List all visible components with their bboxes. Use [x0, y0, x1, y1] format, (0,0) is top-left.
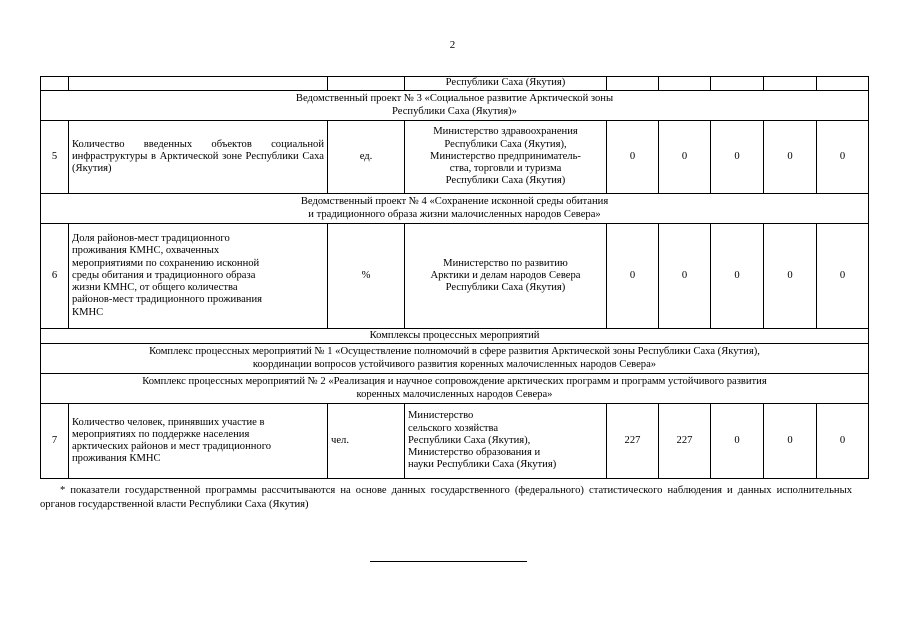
value-cell: 227 — [659, 404, 711, 479]
agency-cell: Министерство здравоохранения Республики Саха (Якутия), Министерство предприниматель- ства, торговли и туризма Республики Саха (Якутия) — [405, 121, 607, 194]
table-row — [41, 404, 869, 479]
section-title: Ведомственный проект № 3 «Социальное развитие Арктической зоны — [295, 93, 614, 105]
value-cell: 0 — [711, 224, 764, 329]
section-title: Комплекс процессных мероприятий № 1 «Осуществление полномочий в сфере развития Арктической зоны Республики Саха (Якутия), — [149, 346, 760, 358]
indicator-name: Количество человек, принявших участие в мероприятиях по поддержке населения арктических районов и мест традиционного проживания КМНС — [69, 404, 328, 479]
unit-cell: ед. — [328, 121, 405, 194]
value-cell: 0 — [764, 224, 817, 329]
unit-cell: % — [328, 224, 405, 329]
section-title: Ведомственный проект № 4 «Сохранение исконной среды обитания — [300, 196, 609, 208]
table-row — [41, 77, 869, 91]
value-cell: 0 — [711, 121, 764, 194]
value-cell: 0 — [607, 121, 659, 194]
indicator-name: Доля районов-мест традиционного проживания КМНС, охваченных мероприятиями по сохранению исконной среды обитания и традиционного образа жизни КМНС, от общего количества районов-мест традиционного проживания КМНС — [69, 224, 328, 329]
section-row-complex-2 — [41, 374, 869, 404]
section-title: Республики Саха (Якутия)» — [392, 105, 517, 117]
separator-line — [370, 561, 527, 562]
value-cell: 0 — [817, 404, 869, 479]
section-row-project-4 — [41, 194, 869, 224]
page-number: 2 — [449, 39, 456, 51]
indicator-name: Количество введенных объектов социальной инфраструктуры в Арктической зоне Республики Саха (Якутия) — [69, 121, 328, 194]
value-cell: 0 — [764, 121, 817, 194]
value-cell: 0 — [659, 224, 711, 329]
value-cell: 0 — [817, 121, 869, 194]
table-row — [41, 224, 869, 329]
value-cell: 0 — [607, 224, 659, 329]
value-cell: 0 — [764, 404, 817, 479]
value-cell: 0 — [817, 224, 869, 329]
table-row — [41, 121, 869, 194]
section-row-complex-1 — [41, 344, 869, 374]
indicators-table — [40, 76, 869, 479]
section-row-project-3 — [41, 91, 869, 121]
unit-cell: чел. — [328, 404, 405, 479]
section-title: и традиционного образа жизни малочисленных народов Севера» — [308, 208, 601, 220]
value-cell: 227 — [607, 404, 659, 479]
agency-cell: Министерство сельского хозяйства Республики Саха (Якутия), Министерство образования и науки Республики Саха (Якутия) — [405, 404, 607, 479]
section-title: коренных малочисленных народов Севера» — [356, 388, 553, 400]
footnote: * показатели государственной программы рассчитываются на основе данных государственного (федерального) статистического наблюдения и данных исполнительных органов государственной власти Республики Саха (Якутия) — [40, 485, 852, 510]
value-cell: 0 — [711, 404, 764, 479]
row-number: 7 — [41, 404, 69, 479]
row-number: 6 — [41, 224, 69, 329]
section-row-complexes — [41, 329, 869, 344]
row-number: 5 — [41, 121, 69, 194]
section-title: Комплексы процессных мероприятий — [41, 329, 869, 344]
value-cell: 0 — [659, 121, 711, 194]
agency-cell: Министерство по развитию Арктики и делам народов Севера Республики Саха (Якутия) — [405, 224, 607, 329]
agency-cell: Республики Саха (Якутия) — [405, 77, 607, 91]
section-title: Комплекс процессных мероприятий № 2 «Реализация и научное сопровождение арктических программ и программ устойчивого развития — [142, 376, 767, 388]
section-title: координации вопросов устойчивого развития коренных малочисленных народов Севера» — [252, 358, 657, 370]
